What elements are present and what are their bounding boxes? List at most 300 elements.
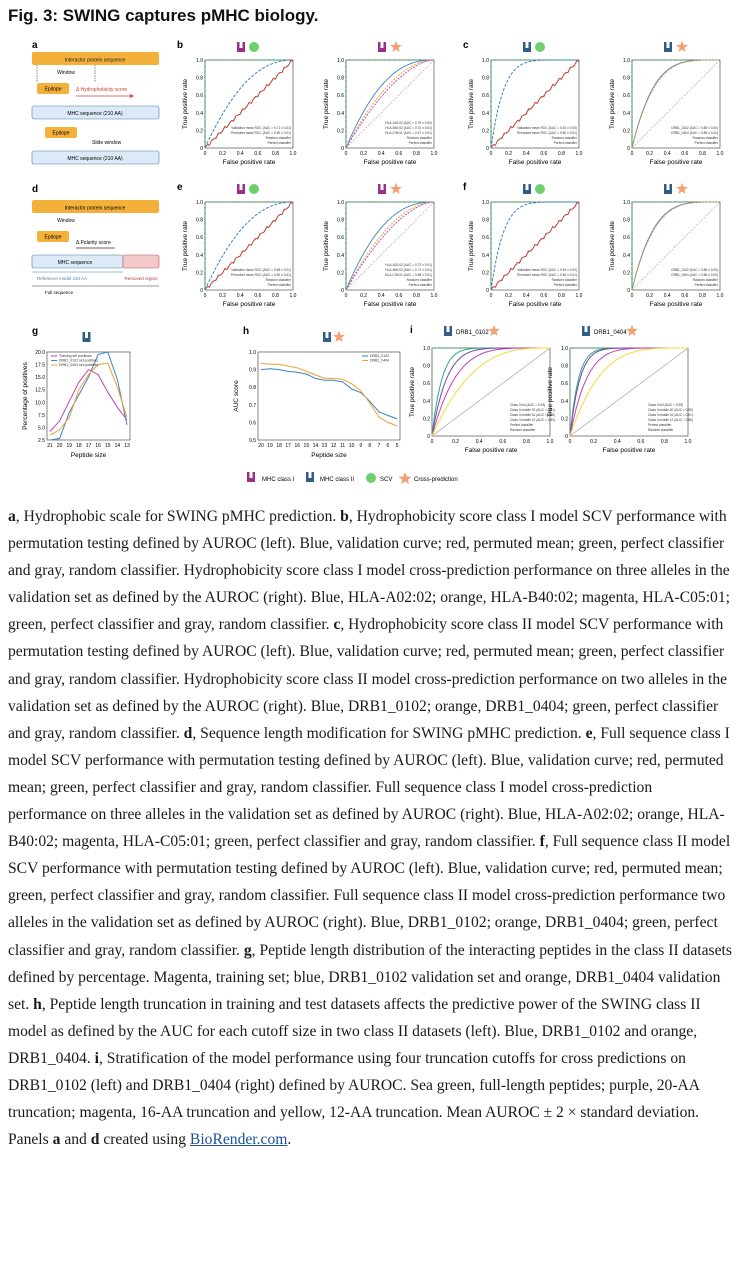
x-tick-label: 5 bbox=[395, 443, 399, 449]
y-tick-label: 0 bbox=[627, 146, 630, 152]
x-axis-label: Peptide size bbox=[70, 452, 107, 459]
caption-panel-letter: e bbox=[585, 724, 593, 742]
panel-i-0 bbox=[409, 325, 555, 454]
y-tick-label: 0 bbox=[200, 288, 203, 294]
legend-cross: Cross-prediction bbox=[414, 477, 458, 483]
legend-entry: Perfect classifier bbox=[553, 141, 577, 145]
roc-panel-4 bbox=[177, 182, 297, 308]
x-tick-label: 0.8 bbox=[271, 151, 279, 157]
y-tick-label: 12.5 bbox=[35, 387, 45, 394]
y-axis-label: True positive rate bbox=[323, 79, 330, 129]
legend-entry: HLA-B40:02 (AUC = 0.71 ± 0.01) bbox=[385, 268, 432, 272]
biorender-link[interactable]: BioRender.com bbox=[189, 1131, 288, 1149]
roc-panel-2 bbox=[463, 40, 583, 166]
x-tick-label: 1.0 bbox=[575, 151, 583, 157]
x-tick-label: 8 bbox=[368, 443, 372, 449]
legend-entry: Random classifier bbox=[265, 136, 291, 140]
x-tick-label: 0 bbox=[344, 151, 348, 157]
x-tick-label: 0.4 bbox=[613, 439, 621, 445]
y-axis-label: True positive rate bbox=[609, 221, 616, 271]
mhc-label-d: MHC sequence bbox=[57, 260, 93, 266]
x-tick-label: 1.0 bbox=[546, 439, 554, 445]
x-axis-label: False positive rate bbox=[649, 159, 703, 166]
x-tick-label: 0 bbox=[630, 293, 634, 299]
y-tick-label: 0.4 bbox=[561, 398, 568, 405]
y-tick-label: 0.4 bbox=[423, 398, 430, 405]
y-tick-label: 0.8 bbox=[337, 217, 344, 224]
y-tick-label: 0 bbox=[627, 288, 630, 294]
x-tick-label: 11 bbox=[339, 443, 346, 449]
figure-panels bbox=[0, 32, 741, 502]
x-tick-label: 0.6 bbox=[681, 151, 689, 157]
x-tick-label: 0.2 bbox=[646, 293, 654, 299]
x-tick-label: 0.8 bbox=[522, 439, 530, 445]
y-tick-label: 1.0 bbox=[337, 58, 344, 64]
y-tick-label: 1.0 bbox=[196, 58, 203, 64]
x-tick-label: 7 bbox=[377, 443, 381, 449]
y-tick-label: 0.2 bbox=[423, 416, 430, 423]
y-tick-label: 10.0 bbox=[35, 400, 45, 407]
x-tick-label: 0.2 bbox=[219, 151, 227, 157]
x-tick-label: 0.2 bbox=[219, 293, 227, 299]
x-tick-label: 0.6 bbox=[395, 293, 403, 299]
x-tick-label: 15 bbox=[104, 443, 111, 449]
legend-entry: Perfect classifier bbox=[267, 141, 291, 145]
x-axis-label: False positive rate bbox=[363, 301, 417, 308]
y-tick-label: 5.0 bbox=[38, 425, 45, 432]
epitope-label-d: Epitope bbox=[44, 234, 62, 241]
y-tick-label: 0.4 bbox=[482, 252, 489, 259]
reference-label: Reference model 210 AA bbox=[36, 276, 88, 281]
x-axis-label: False positive rate bbox=[222, 159, 276, 166]
y-tick-label: 1.0 bbox=[337, 200, 344, 206]
x-tick-label: 0.6 bbox=[681, 293, 689, 299]
y-tick-label: 0.6 bbox=[337, 93, 344, 100]
y-tick-label: 0.6 bbox=[423, 381, 430, 388]
scv-marker-icon bbox=[535, 42, 545, 52]
panel-i-charts bbox=[409, 325, 693, 454]
legend-entry: Permuted mean ROC (AUC = 0.50 ± 0.01) bbox=[517, 273, 577, 277]
x-tick-label: 20 bbox=[258, 443, 264, 449]
legend-entry: Class II full (AUC = 0.93) bbox=[510, 403, 546, 407]
x-tick-label: 0 bbox=[489, 293, 493, 299]
x-tick-label: 0.4 bbox=[663, 293, 671, 299]
mhc-class-i-icon bbox=[237, 42, 245, 52]
mhc-class-ii-icon bbox=[83, 332, 91, 342]
legend-entry: Random classifier bbox=[406, 278, 432, 282]
y-tick-label: 1.0 bbox=[623, 58, 630, 64]
mhc-class-ii-icon bbox=[664, 42, 672, 52]
legend-entry: Class II middle 20 (AUC = 0.95) bbox=[648, 408, 693, 412]
panel-title: DRB1_0102 bbox=[456, 330, 489, 336]
legend-entry: Perfect classifier bbox=[648, 423, 672, 427]
x-tick-label: 9 bbox=[359, 443, 363, 449]
svg-text:a: a bbox=[32, 40, 38, 51]
x-tick-label: 1.0 bbox=[430, 151, 438, 157]
y-tick-label: 0.8 bbox=[196, 75, 203, 82]
x-tick-label: 0.4 bbox=[377, 293, 385, 299]
x-tick-label: 0.6 bbox=[254, 293, 262, 299]
y-tick-label: 0 bbox=[565, 434, 568, 440]
x-tick-label: 0.2 bbox=[505, 293, 513, 299]
x-tick-label: 1.0 bbox=[430, 293, 438, 299]
y-tick-label: 1.0 bbox=[249, 350, 256, 356]
x-tick-label: 10 bbox=[348, 443, 355, 449]
cross-prediction-star-icon bbox=[626, 325, 638, 336]
mhc-class-ii-icon bbox=[306, 472, 314, 482]
score-label: Δ Hydrophobicity score bbox=[76, 87, 128, 93]
y-tick-label: 0.4 bbox=[623, 110, 630, 117]
legend-entry: Perfect classifier bbox=[510, 423, 534, 427]
x-tick-label: 0.8 bbox=[698, 293, 706, 299]
scv-marker-icon bbox=[366, 473, 376, 483]
legend-entry: HLA-C05:01 (AUC = 0.68 ± 0.01) bbox=[385, 273, 432, 277]
caption-panel-letter: h bbox=[33, 995, 42, 1013]
x-tick-label: 0 bbox=[630, 151, 634, 157]
x-tick-label: 0.8 bbox=[271, 293, 279, 299]
line-chart-g bbox=[22, 326, 130, 459]
x-tick-label: 0.8 bbox=[557, 293, 565, 299]
mhc-class-i-icon bbox=[247, 472, 255, 482]
caption-panel-letter: f bbox=[539, 833, 545, 851]
legend-entry: Validation mean ROC (AUC = 0.92 ± 0.00) bbox=[517, 126, 577, 130]
caption-panel-letter: b bbox=[340, 508, 349, 525]
roc-panel-7 bbox=[609, 183, 724, 308]
x-tick-label: 0.2 bbox=[590, 439, 598, 445]
y-tick-label: 0.2 bbox=[337, 128, 344, 135]
svg-text:d: d bbox=[32, 184, 39, 195]
x-axis-label: False positive rate bbox=[649, 301, 703, 308]
y-tick-label: 7.5 bbox=[38, 412, 45, 419]
legend-entry: DRB1_0404 set positives bbox=[59, 363, 99, 367]
legend-entry: Permuted mean ROC (AUC = 0.50 ± 0.01) bbox=[517, 131, 577, 135]
cross-prediction-star-icon bbox=[333, 331, 345, 342]
caption-panel-letter: i bbox=[94, 1049, 99, 1067]
line-chart-h bbox=[233, 326, 400, 459]
x-tick-label: 13 bbox=[321, 443, 328, 449]
x-tick-label: 0 bbox=[203, 151, 207, 157]
figure-title: Fig. 3: SWING captures pMHC biology. bbox=[8, 6, 319, 25]
y-tick-label: 1.0 bbox=[423, 346, 430, 352]
y-tick-label: 0.9 bbox=[249, 367, 256, 374]
x-tick-label: 0.4 bbox=[377, 151, 385, 157]
y-tick-label: 0.8 bbox=[482, 75, 489, 82]
legend-entry: Perfect classifier bbox=[694, 141, 718, 145]
y-tick-label: 1.0 bbox=[482, 58, 489, 64]
legend-entry: Training set positives bbox=[59, 354, 92, 358]
x-tick-label: 19 bbox=[267, 443, 273, 449]
legend-entry: DRB1_0102 (AUC = 0.86 ± 0.00) bbox=[671, 268, 718, 272]
y-tick-label: 0.4 bbox=[196, 252, 203, 259]
x-tick-label: 0.6 bbox=[540, 293, 548, 299]
y-tick-label: 0.4 bbox=[196, 110, 203, 117]
x-tick-label: 0.4 bbox=[663, 151, 671, 157]
legend-entry: DRB1_0102 bbox=[370, 354, 390, 358]
x-tick-label: 16 bbox=[95, 443, 101, 449]
y-tick-label: 0.4 bbox=[337, 252, 344, 259]
y-tick-label: 0.8 bbox=[623, 75, 630, 82]
x-tick-label: 0.4 bbox=[475, 439, 483, 445]
x-tick-label: 21 bbox=[47, 443, 53, 449]
x-tick-label: 0.6 bbox=[499, 439, 507, 445]
mhc-class-i-icon bbox=[237, 184, 245, 194]
legend-entry: Validation mean ROC (AUC = 0.68 ± 0.01) bbox=[231, 268, 291, 272]
y-tick-label: 17.5 bbox=[35, 362, 45, 369]
full-sequence-label: Full sequence bbox=[45, 290, 74, 295]
epitope-label: Epitope bbox=[44, 86, 62, 93]
x-tick-label: 0.6 bbox=[637, 439, 645, 445]
x-axis-label: False positive rate bbox=[602, 447, 656, 454]
x-tick-label: 0.8 bbox=[412, 151, 420, 157]
x-tick-label: 0.8 bbox=[412, 293, 420, 299]
legend-entry: Random classifier bbox=[265, 278, 291, 282]
legend-entry: Random classifier bbox=[551, 278, 577, 282]
x-tick-label: 18 bbox=[76, 443, 82, 449]
y-tick-label: 0.4 bbox=[337, 110, 344, 117]
x-tick-label: 0 bbox=[489, 151, 493, 157]
mhc-class-ii-icon bbox=[523, 184, 531, 194]
y-tick-label: 1.0 bbox=[196, 200, 203, 206]
x-tick-label: 0.2 bbox=[646, 151, 654, 157]
y-tick-label: 0.8 bbox=[623, 217, 630, 224]
x-tick-label: 0 bbox=[568, 439, 572, 445]
y-tick-label: 0.6 bbox=[623, 235, 630, 242]
x-axis-label: False positive rate bbox=[508, 159, 562, 166]
y-tick-label: 0.6 bbox=[482, 235, 489, 242]
roc-panel-1 bbox=[323, 41, 438, 166]
y-tick-label: 0.6 bbox=[196, 235, 203, 242]
scv-marker-icon bbox=[249, 42, 259, 52]
cross-prediction-star-icon bbox=[390, 183, 402, 194]
y-axis-label: True positive rate bbox=[182, 221, 189, 271]
y-tick-label: 0.2 bbox=[337, 270, 344, 277]
y-tick-label: 0.6 bbox=[196, 93, 203, 100]
y-tick-label: 0 bbox=[486, 288, 489, 294]
legend-mhc1: MHC class I bbox=[262, 477, 295, 483]
x-tick-label: 0.2 bbox=[360, 293, 368, 299]
legend-entry: Perfect classifier bbox=[694, 283, 718, 287]
x-tick-label: 0.8 bbox=[557, 151, 565, 157]
mhc-label-2: MHC sequence (210 AA) bbox=[67, 156, 123, 162]
x-tick-label: 0.8 bbox=[660, 439, 668, 445]
x-tick-label: 0.6 bbox=[254, 151, 262, 157]
x-tick-label: 0 bbox=[203, 293, 207, 299]
y-axis-label: True positive rate bbox=[468, 221, 475, 271]
legend-entry: DRB1_0102 (AUC = 0.86 ± 0.00) bbox=[671, 126, 718, 130]
series-line bbox=[50, 370, 127, 432]
y-tick-label: 0.8 bbox=[249, 385, 256, 392]
legend-entry: DRB1_0102 set positives bbox=[59, 358, 99, 363]
y-axis-label: True positive rate bbox=[323, 221, 330, 271]
roc-panel-6 bbox=[463, 182, 583, 308]
x-tick-label: 19 bbox=[66, 443, 73, 449]
x-tick-label: 1.0 bbox=[716, 151, 724, 157]
mhc-class-ii-icon bbox=[664, 184, 672, 194]
x-tick-label: 0.4 bbox=[236, 151, 244, 157]
y-tick-label: 0.7 bbox=[249, 402, 256, 409]
roc-panel-3 bbox=[609, 41, 724, 166]
y-tick-label: 0.8 bbox=[196, 217, 203, 224]
roc-panel-5 bbox=[323, 183, 438, 308]
panel-title: DRB1_0404 bbox=[594, 330, 627, 336]
legend-entry: DRB1_0404 bbox=[370, 358, 390, 363]
y-tick-label: 0.2 bbox=[196, 270, 203, 277]
x-tick-label: 1.0 bbox=[575, 293, 583, 299]
y-axis-label: AUC score bbox=[233, 380, 240, 412]
x-axis-label: False positive rate bbox=[222, 301, 276, 308]
y-tick-label: 0.8 bbox=[423, 363, 430, 370]
x-tick-label: 14 bbox=[312, 443, 319, 449]
y-tick-label: 0.6 bbox=[623, 93, 630, 100]
caption-panel-letter: c bbox=[333, 616, 341, 634]
y-tick-label: 0.2 bbox=[623, 128, 630, 135]
caption-panel-letter: d bbox=[183, 724, 193, 742]
y-tick-label: 0 bbox=[341, 146, 344, 152]
y-tick-label: 0.6 bbox=[249, 420, 256, 427]
cross-prediction-star-icon bbox=[390, 41, 402, 52]
caption-panel-letter: a bbox=[52, 1131, 61, 1149]
y-tick-label: 0.6 bbox=[337, 235, 344, 242]
x-tick-label: 1.0 bbox=[289, 151, 297, 157]
y-axis-label: Percentage of positives bbox=[22, 362, 29, 430]
caption-panel-letter: g bbox=[243, 941, 252, 959]
legend-entry: Perfect classifier bbox=[408, 283, 432, 287]
panel-a-schematic bbox=[32, 40, 159, 164]
panel-letter: e bbox=[177, 182, 183, 193]
y-axis-label: True positive rate bbox=[182, 79, 189, 129]
line-charts bbox=[22, 326, 400, 459]
x-tick-label: 1.0 bbox=[684, 439, 692, 445]
interactor-label-d: Interactor protein sequence bbox=[64, 205, 126, 212]
x-axis-label: False positive rate bbox=[508, 301, 562, 308]
legend-entry: HLA-B40:02 (AUC = 0.70 ± 0.01) bbox=[385, 126, 432, 130]
y-tick-label: 0.4 bbox=[482, 110, 489, 117]
x-tick-label: 0.8 bbox=[698, 151, 706, 157]
panel-letter: f bbox=[463, 182, 467, 193]
legend-scv: SCV bbox=[380, 477, 393, 483]
y-tick-label: 1.0 bbox=[623, 200, 630, 206]
legend-entry: Class II middle 16 (AUC = 0.91) bbox=[648, 413, 693, 417]
legend-entry: Class II middle 20 (AUC = 0.91) bbox=[510, 408, 555, 412]
legend-entry: Random classifier bbox=[551, 136, 577, 140]
legend-entry: DRB1_0404 (AUC = 0.86 ± 0.00) bbox=[671, 273, 718, 277]
x-tick-label: 12 bbox=[330, 443, 337, 449]
panel-d-schematic bbox=[32, 184, 159, 295]
x-tick-label: 0.4 bbox=[236, 293, 244, 299]
slide-window-label: Slide window bbox=[92, 140, 122, 146]
epitope-label-2: Epitope bbox=[52, 130, 70, 137]
caption-panel-letter: d bbox=[90, 1131, 100, 1149]
panel-letter: b bbox=[177, 40, 184, 51]
y-tick-label: 0.5 bbox=[249, 438, 256, 444]
x-tick-label: 0.2 bbox=[452, 439, 460, 445]
legend-entry: Perfect classifier bbox=[553, 283, 577, 287]
legend-entry: HLA-A02:02 (AUC = 0.78 ± 0.00) bbox=[385, 121, 432, 125]
x-tick-label: 14 bbox=[114, 443, 121, 449]
legend-entry: Random classifier bbox=[692, 278, 718, 282]
cross-prediction-star-icon bbox=[399, 472, 412, 484]
panel-letter: i bbox=[410, 325, 413, 336]
legend-entry: Permuted mean ROC (AUC = 0.50 ± 0.01) bbox=[231, 131, 291, 135]
cross-prediction-star-icon bbox=[676, 41, 688, 52]
scv-marker-icon bbox=[535, 184, 545, 194]
y-tick-label: 2.5 bbox=[38, 438, 45, 444]
y-tick-label: 0.2 bbox=[561, 416, 568, 423]
x-axis-label: False positive rate bbox=[464, 447, 518, 454]
mhc-class-i-icon bbox=[378, 42, 386, 52]
bottom-legend bbox=[247, 472, 458, 484]
series-line bbox=[261, 369, 397, 419]
legend-entry: Validation mean ROC (AUC = 0.71 ± 0.01) bbox=[231, 126, 291, 130]
legend-entry: DRB1_0404 (AUC = 0.85 ± 0.00) bbox=[671, 131, 718, 135]
x-tick-label: 0 bbox=[344, 293, 348, 299]
x-tick-label: 0.4 bbox=[522, 151, 530, 157]
legend-entry: Permuted mean ROC (AUC = 0.50 ± 0.01) bbox=[231, 273, 291, 277]
panel-letter: g bbox=[32, 326, 39, 337]
legend-entry: Random classifier bbox=[648, 428, 674, 432]
mhc-class-i-icon bbox=[378, 184, 386, 194]
y-tick-label: 0.8 bbox=[482, 217, 489, 224]
legend-entry: HLA-A02:02 (AUC = 0.72 ± 0.01) bbox=[385, 263, 432, 267]
y-tick-label: 0 bbox=[341, 288, 344, 294]
scv-marker-icon bbox=[249, 184, 259, 194]
panel-i-1 bbox=[547, 325, 693, 454]
legend-entry: Random classifier bbox=[692, 136, 718, 140]
y-tick-label: 0 bbox=[486, 146, 489, 152]
window-label: Window bbox=[57, 70, 75, 76]
legend-entry: Class II middle 16 (AUC = 0.88) bbox=[510, 413, 555, 417]
legend-entry: Class II middle 12 (AUC = 0.86) bbox=[648, 418, 693, 422]
cross-prediction-star-icon bbox=[488, 325, 500, 336]
x-tick-label: 0.2 bbox=[360, 151, 368, 157]
x-tick-label: 17 bbox=[285, 443, 291, 449]
x-tick-label: 0.2 bbox=[505, 151, 513, 157]
y-axis-label: True positive rate bbox=[547, 367, 554, 417]
x-tick-label: 18 bbox=[276, 443, 282, 449]
y-tick-label: 0.6 bbox=[561, 381, 568, 388]
y-axis-label: True positive rate bbox=[468, 79, 475, 129]
legend-entry: Class II middle 12 (AUC = 0.83) bbox=[510, 418, 555, 422]
y-tick-label: 0.2 bbox=[482, 270, 489, 277]
mhc-class-ii-icon bbox=[444, 326, 452, 336]
x-tick-label: 6 bbox=[386, 443, 390, 449]
mhc-class-ii-icon bbox=[323, 332, 331, 342]
x-tick-label: 0.4 bbox=[522, 293, 530, 299]
x-tick-label: 1.0 bbox=[289, 293, 297, 299]
x-tick-label: 0 bbox=[430, 439, 434, 445]
series-line bbox=[261, 363, 397, 426]
y-tick-label: 0.2 bbox=[482, 128, 489, 135]
interactor-label: Interactor protein sequence bbox=[64, 57, 126, 64]
legend-entry: Random classifier bbox=[406, 136, 432, 140]
y-tick-label: 15.0 bbox=[35, 375, 45, 382]
panel-letter: c bbox=[463, 40, 469, 51]
y-tick-label: 0.2 bbox=[623, 270, 630, 277]
legend-mhc2: MHC class II bbox=[320, 477, 355, 483]
figure-caption: a, Hydrophobic scale for SWING pMHC prediction. b, Hydrophobicity score class I model SCV performance with permutation testing defined by AUROC (left). Blue, validation curve; red, permuted mean; green, perfect classifier and gray, random classifier. Hydrophobicity score class I model cross-prediction performance on three alleles in the validation set as defined by the AUROC (right). Blue, HLA-A02:02; orange, HLA-B40:02; magenta, HLA-C05:01; green, perfect classifier and gray, random classifier. c, Hydrophobicity score class II model SCV performance with permutation testing defined by AUROC (left). Blue, validation curve; red, permuted mean; green, perfect classifier and gray, random classifier. Hydrophobicity score class II model cross-prediction performance on two alleles in the validation set as defined by the AUROC (right). Blue, DRB1_0102; orange, DRB1_0404; green, perfect classifier and gray, random classifier. d, Sequence length modification for SWING pMHC prediction. e, Full sequence class I model SCV performance with permutation testing defined by AUROC (left). Blue, validation curve; red, permuted mean; green, perfect classifier and gray, random classifier. Full sequence class I model cross-prediction performance on three alleles in the validation set as defined by AUROC (right). Blue, HLA-A02:02; orange, HLA-B40:02; magenta, HLA-C05:01; green, perfect classifier and gray, random classifier. f, Full sequence class II model SCV performance with permutation testing defined by AUROC (left). Blue, validation curve; red, permuted mean; green, perfect classifier and gray, random classifier. Full sequence class II model cross-prediction performance two alleles in the validation set as defined by AUROC (right). Blue, DRB1_0102; orange, DRB1_0404; green, perfect classifier and gray, random classifier. g, Peptide length distribution of the interacting peptides in the class II datasets defined by percentage. Magenta, training set; blue, DRB1_0102 validation set and orange, DRB1_0404 validation set. h, Peptide length truncation in training and test datasets affects the predictive power of the SWING class II model as defined by the AUC for each cutoff size in two class II datasets (left). Blue, DRB1_0102 and orange, DRB1_0404. i, Stratification of the model performance using four truncation cutoffs for cross predictions on DRB1_0102 (left) and DRB1_0404 (right) defined by AUROC. Sea green, full-length peptides; purple, 20-AA truncation; magenta, 16-AA truncation and yellow, 12-AA truncation. Mean AUROC ± 2 × standard deviation. Panels a and d created using BioRender.com. bbox=[8, 508, 732, 1149]
y-tick-label: 0.2 bbox=[196, 128, 203, 135]
y-tick-label: 0.8 bbox=[337, 75, 344, 82]
y-tick-label: 0.4 bbox=[623, 252, 630, 259]
x-tick-label: 0.6 bbox=[540, 151, 548, 157]
mhc-class-ii-icon bbox=[523, 42, 531, 52]
polarity-label: Δ Polarity score bbox=[76, 240, 111, 246]
legend-entry: Validation mean ROC (AUC = 0.93 ± 0.00) bbox=[517, 268, 577, 272]
plot-frame bbox=[258, 352, 400, 440]
legend-entry: Random classifier bbox=[510, 428, 536, 432]
y-tick-label: 1.0 bbox=[561, 346, 568, 352]
x-axis-label: False positive rate bbox=[363, 159, 417, 166]
